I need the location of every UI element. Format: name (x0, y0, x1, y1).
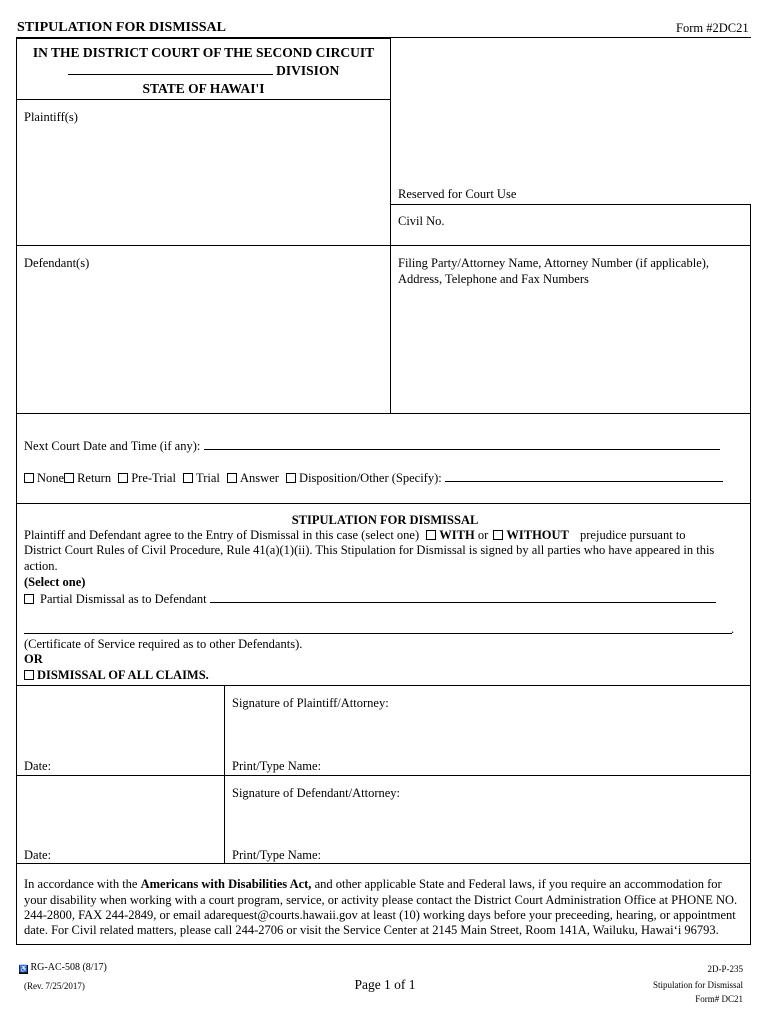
defendant-signature-label: Signature of Defendant/Attorney: (232, 786, 401, 800)
checkbox-icon[interactable] (227, 473, 237, 483)
footer-page-number: Page 1 of 1 (354, 977, 416, 992)
dismissal-all-claims-option[interactable]: DISMISSAL OF ALL CLAIMS. (24, 668, 209, 683)
division-blank[interactable] (68, 62, 273, 75)
checkbox-icon[interactable] (24, 594, 34, 604)
checkbox-icon[interactable] (493, 530, 503, 540)
form-number: Form #2DC21 (676, 21, 749, 35)
parties-divider (390, 100, 391, 414)
plaintiff-date-label: Date: (24, 759, 52, 773)
plaintiff-signature-label: Signature of Plaintiff/Attorney: (232, 696, 389, 710)
plaintiff-print-name-label: Print/Type Name: (232, 759, 322, 773)
court-caption-box (16, 38, 391, 100)
next-court-date-row (24, 438, 720, 454)
footer-right-title: Stipulation for Dismissal (653, 980, 743, 990)
option-disposition-other[interactable]: Disposition/Other (Specify): (286, 471, 442, 485)
next-court-date-field[interactable] (204, 438, 720, 450)
form-right-border-top (750, 204, 751, 414)
defendant-print-name-label: Print/Type Name: (232, 848, 322, 862)
checkbox-icon[interactable] (118, 473, 128, 483)
stipulation-line-2: District Court Rules of Civil Procedure, Rule 41(a)(1)(ii). This Stipulation for Dismissal is signed by all parties who have appeared in this (24, 543, 715, 557)
partial-dismissal-row (24, 591, 716, 607)
select-one-label: (Select one) (24, 575, 86, 589)
without-option[interactable]: WITHOUT (493, 528, 569, 542)
next-court-date-label: Next Court Date and Time (if any): (24, 439, 201, 453)
footer-right-form: Form# DC21 (695, 994, 743, 1004)
option-pre-trial[interactable]: Pre-Trial (118, 471, 176, 485)
partial-defendant-field[interactable] (210, 591, 716, 603)
reserved-court-use-label: Reserved for Court Use (398, 187, 517, 201)
form-left-border (16, 38, 17, 414)
checkbox-icon[interactable] (183, 473, 193, 483)
court-date-options (24, 470, 723, 486)
disposition-other-field[interactable] (445, 470, 723, 482)
option-return[interactable]: Return (64, 471, 111, 485)
filing-party-label-1: Filing Party/Attorney Name, Attorney Number (if applicable), (398, 256, 710, 270)
court-date-section (16, 413, 751, 504)
period-mark: . (731, 622, 735, 636)
ada-line-1: In accordance with the Americans with Disabilities Act, and other applicable State and Federal laws, if you require an accommodation for (24, 877, 722, 891)
civil-no-label: Civil No. (398, 214, 445, 228)
checkbox-icon[interactable] (24, 670, 34, 680)
footer-form-code: ♿ RG-AC-508 (8/17) (19, 962, 107, 973)
stipulation-line-1: Plaintiff and Defendant agree to the Entry of Dismissal in this case (select one) WITH or WITHOUT prejudice pursuant to (24, 528, 686, 542)
option-none[interactable]: None (24, 471, 64, 485)
signature-mid-rule (16, 775, 751, 776)
ada-line-4: date. For Civil related matters, please call 244-2706 or visit the Service Center at 2145 Main Street, Room 141A, Wailuku, Hawai‘i 96793. (24, 923, 719, 937)
accessibility-icon: ♿ (19, 965, 28, 973)
parties-mid-rule (16, 245, 751, 246)
checkbox-icon[interactable] (24, 473, 34, 483)
option-answer[interactable]: Answer (227, 471, 279, 485)
plaintiff-label: Plaintiff(s) (24, 110, 78, 124)
partial-dismissal-option[interactable]: Partial Dismissal as to Defendant (24, 592, 207, 606)
court-name: IN THE DISTRICT COURT OF THE SECOND CIRCUIT (32, 45, 375, 60)
ada-line-2: your disability when working with a court program, service, or activity please contact the District Court Administration Office at PHONE NO. (24, 893, 738, 907)
stipulation-line-3: action. (24, 559, 58, 573)
footer-revision: (Rev. 7/25/2017) (24, 981, 85, 991)
document-title: STIPULATION FOR DISMISSAL (17, 20, 227, 35)
ada-line-3: 244-2800, FAX 244-2849, or email adarequest@courts.hawaii.gov at least (10) working days before your preceeding, hearing, or appointment (24, 908, 736, 922)
defendant-label: Defendant(s) (24, 256, 90, 270)
stipulation-heading: STIPULATION FOR DISMISSAL (291, 513, 479, 527)
court-state: STATE OF HAWAI'I (142, 81, 265, 96)
footer-right-code: 2D-P-235 (707, 964, 743, 974)
or-label: OR (24, 652, 43, 666)
court-division: DIVISION (17, 62, 390, 80)
checkbox-icon[interactable] (286, 473, 296, 483)
defendant-date-label: Date: (24, 848, 52, 862)
certificate-note: (Certificate of Service required as to other Defendants). (24, 637, 303, 651)
with-option[interactable]: WITH (426, 528, 474, 542)
partial-defendant-line-2[interactable] (24, 633, 732, 634)
civil-no-top-rule (390, 204, 751, 205)
option-trial[interactable]: Trial (183, 471, 220, 485)
checkbox-icon[interactable] (426, 530, 436, 540)
filing-party-label-2: Address, Telephone and Fax Numbers (398, 272, 589, 286)
checkbox-icon[interactable] (64, 473, 74, 483)
